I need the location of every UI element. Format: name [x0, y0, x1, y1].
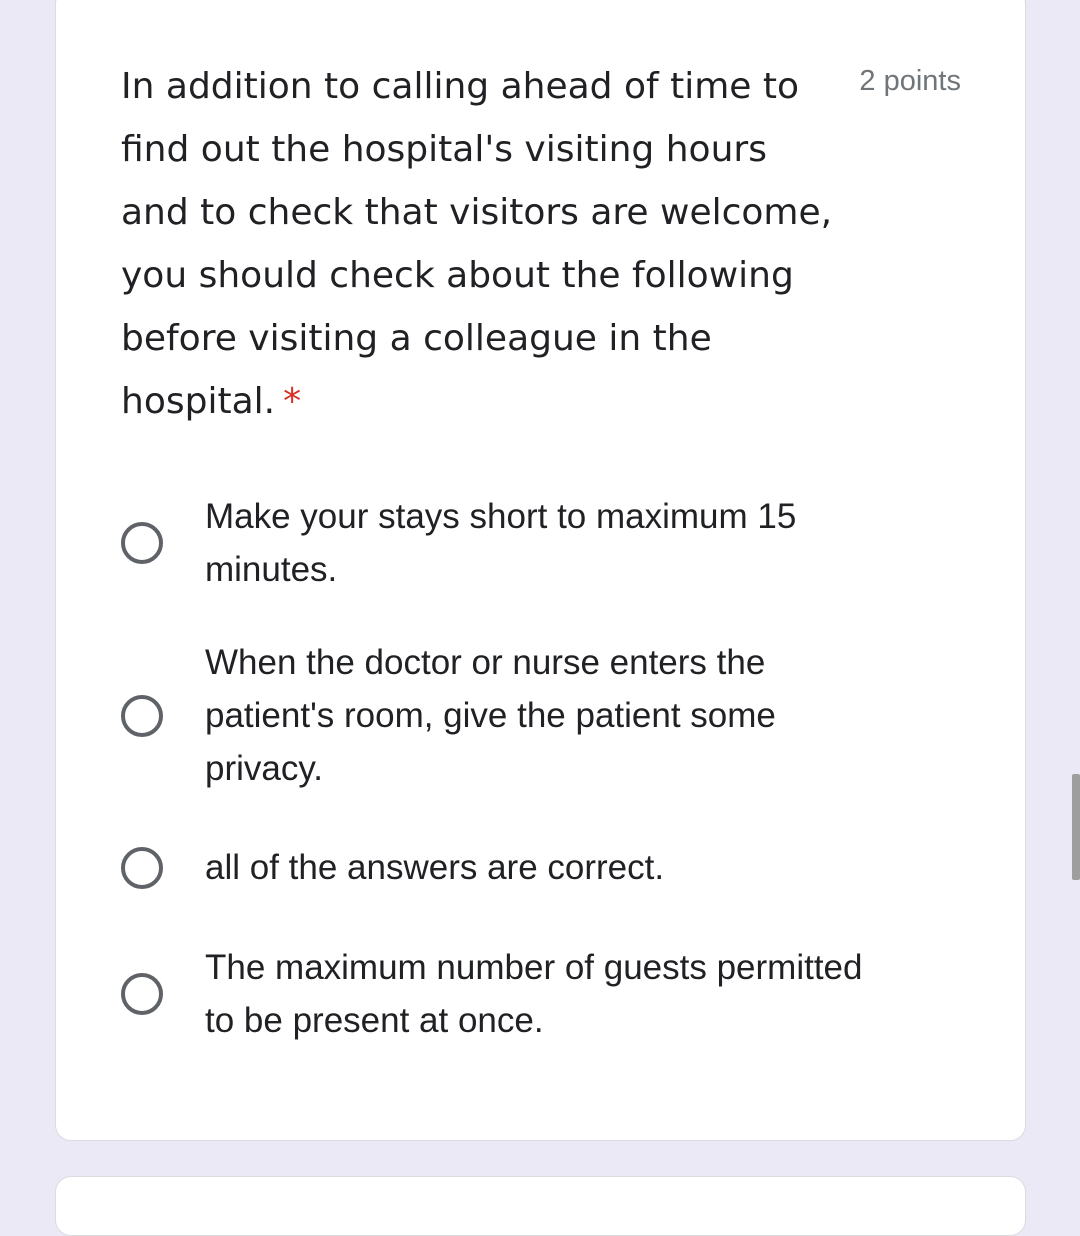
scrollbar-thumb[interactable]	[1072, 774, 1080, 880]
radio-button[interactable]	[121, 973, 163, 1015]
required-marker: *	[283, 381, 302, 422]
points-label: 2 points	[859, 65, 961, 97]
question-card	[55, 0, 1026, 1141]
radio-button[interactable]	[121, 847, 163, 889]
radio-button[interactable]	[121, 522, 163, 564]
radio-option-2[interactable]	[121, 636, 881, 795]
option-label: The maximum number of guests permitted to be present at once.	[205, 948, 863, 1040]
radio-option-1[interactable]	[121, 490, 881, 596]
question-title	[121, 55, 841, 433]
radio-button[interactable]	[121, 695, 163, 737]
radio-option-4[interactable]	[121, 941, 881, 1047]
option-label: Make your stays short to maximum 15 minutes.	[205, 497, 797, 589]
radio-option-3[interactable]	[121, 841, 881, 894]
question-text: In addition to calling ahead of time to find out the hospital's visiting hours and to check that visitors are welcome, you should check about the following before visiting a colleague in the hospital.	[121, 66, 833, 422]
option-label: all of the answers are correct.	[205, 848, 665, 887]
option-label: When the doctor or nurse enters the patient's room, give the patient some privacy.	[205, 643, 776, 788]
next-question-card	[55, 1176, 1026, 1236]
